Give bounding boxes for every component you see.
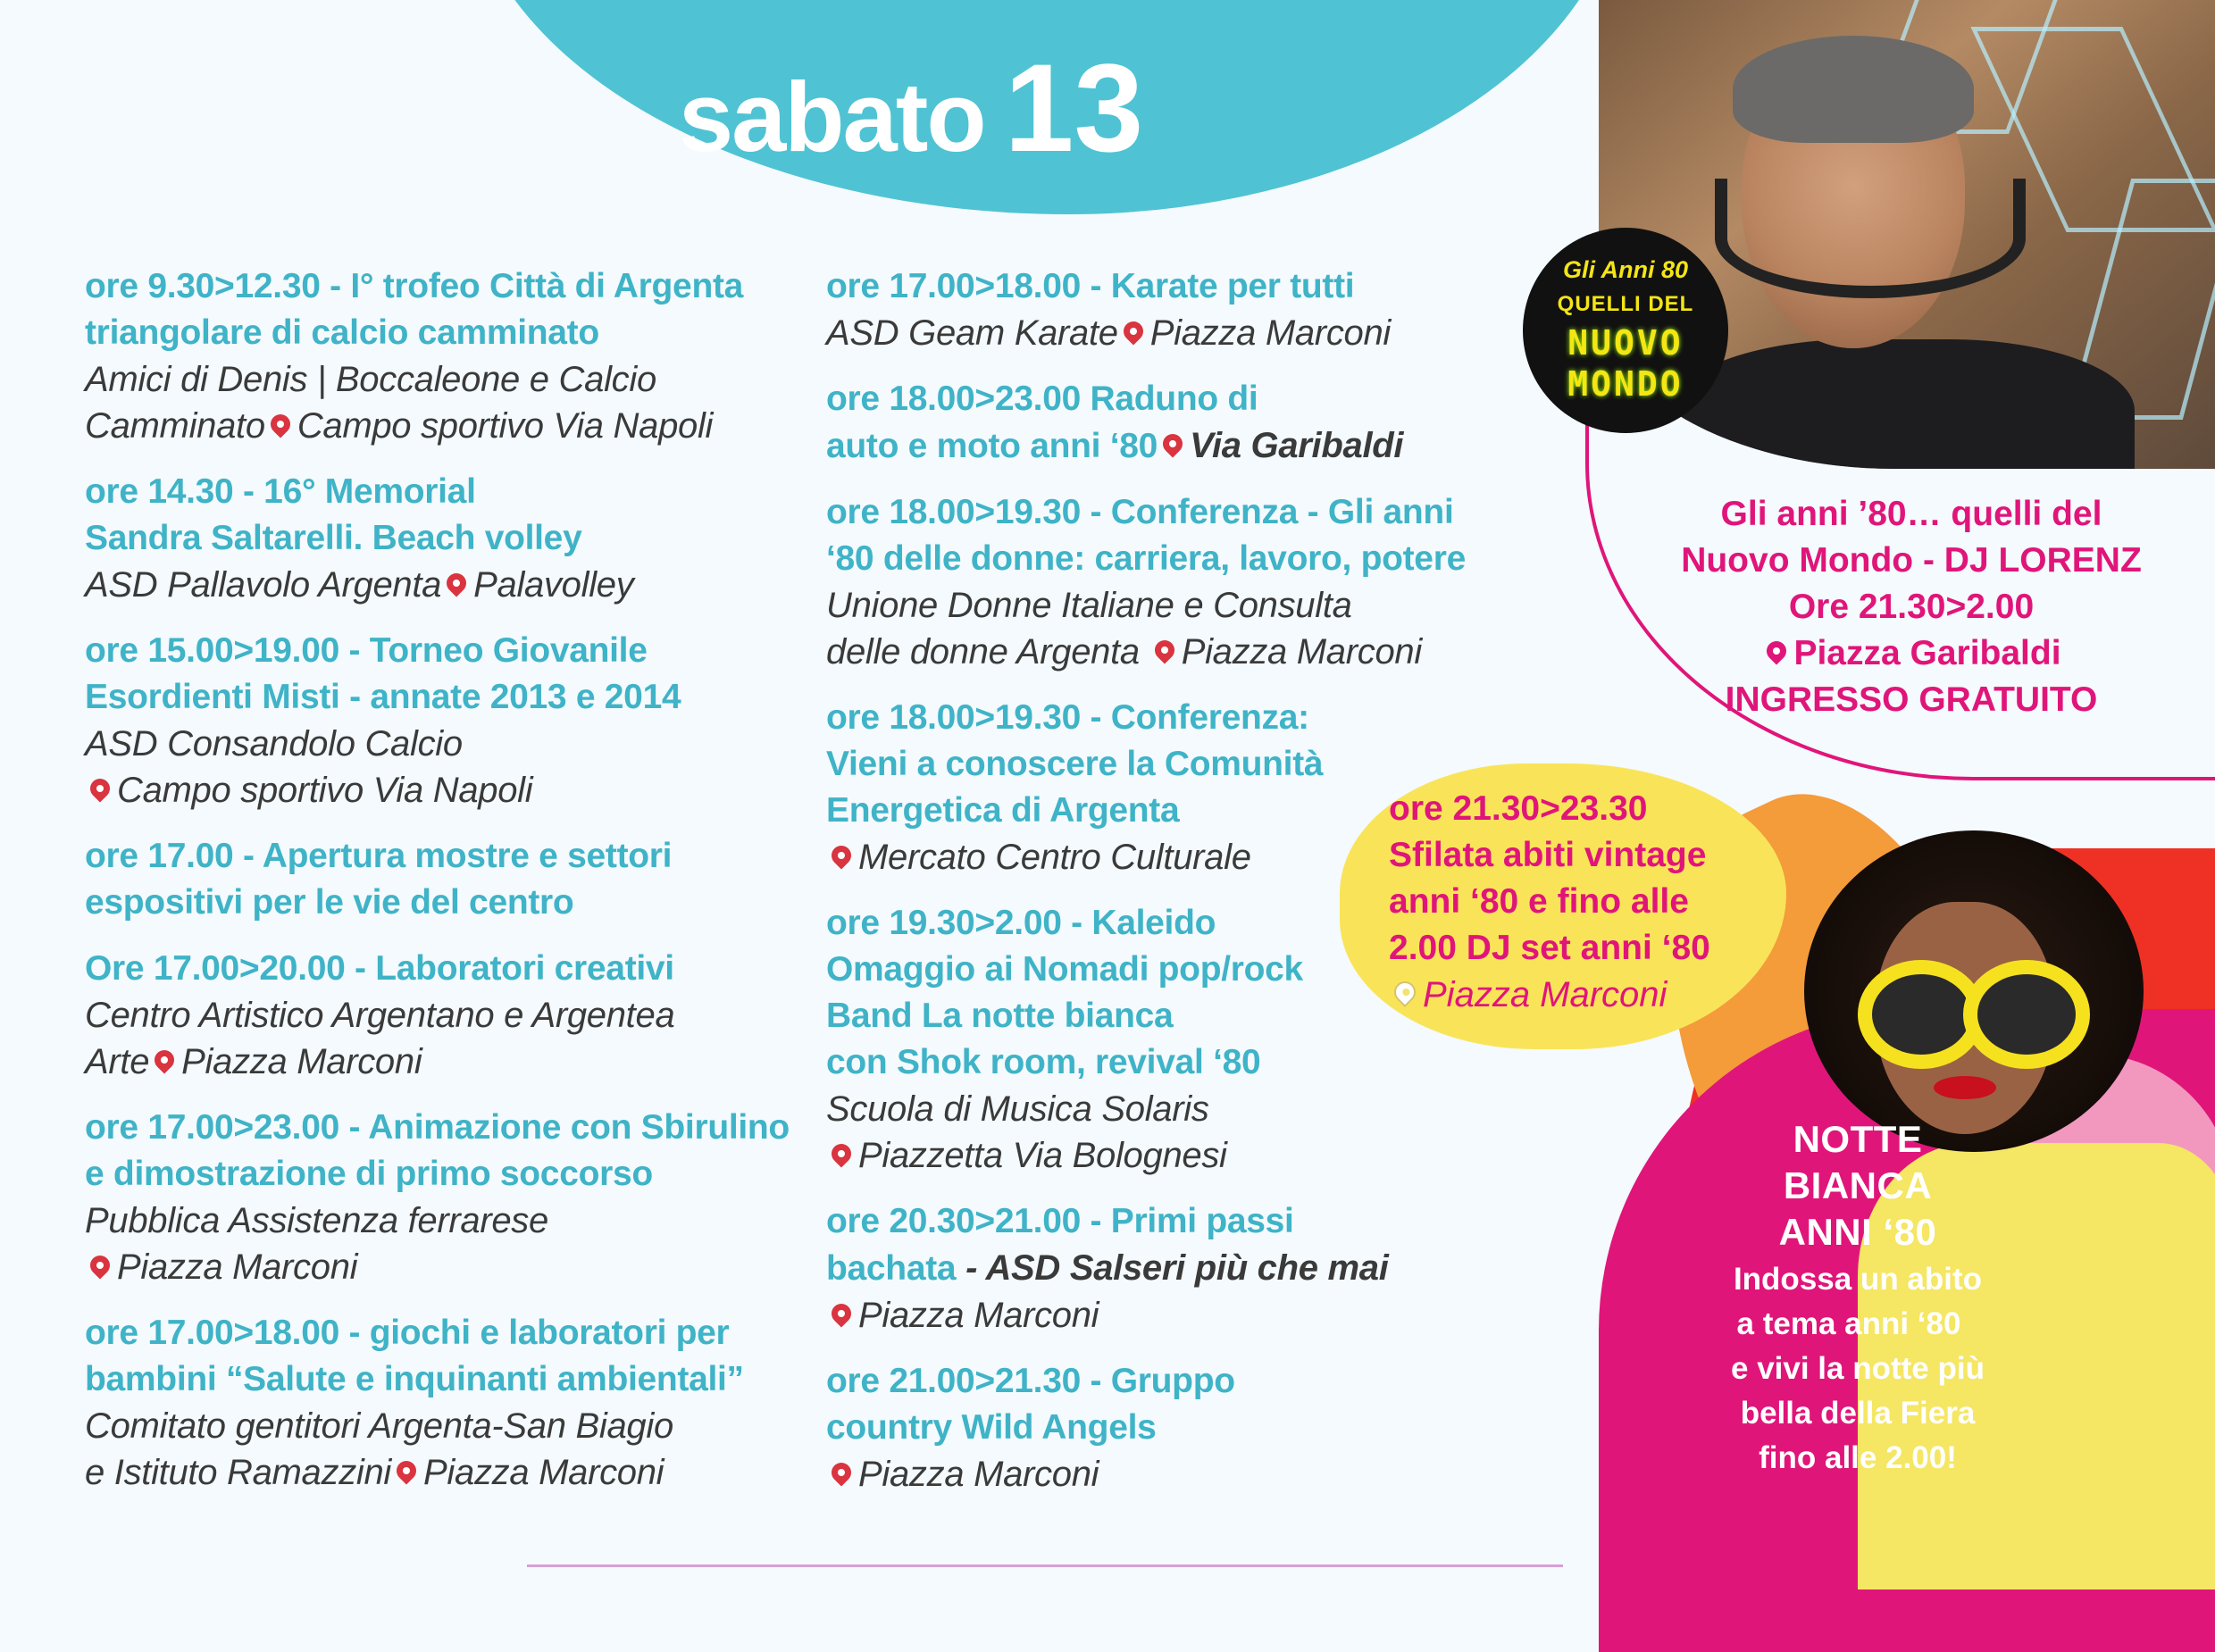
- event-time-title: ore 21.00>21.30 - Gruppo: [826, 1362, 1235, 1400]
- event-time-title: ‘80 delle donne: carriera, lavoro, potere: [826, 539, 1466, 578]
- location-pin-icon: [443, 569, 471, 597]
- event-time-title: ore 19.30>2.00 - Kaleido: [826, 904, 1216, 942]
- day-word: sabato: [679, 63, 985, 172]
- vintage-line: anni ‘80 e fino alle: [1389, 882, 1689, 921]
- location-pin-icon: [827, 1299, 855, 1327]
- event-time-title: ore 20.30>21.00 - Primi passi: [826, 1202, 1294, 1240]
- event-organizer: ASD Consandolo Calcio: [85, 724, 463, 763]
- event-time-title: ore 17.00>18.00 - Karate per tutti: [826, 267, 1355, 305]
- location-pin-icon: [151, 1046, 179, 1073]
- event-time-title: ore 17.00>18.00 - giochi e laboratori per: [85, 1314, 730, 1352]
- notte-title: NOTTE BIANCA ANNI ‘80: [1778, 1118, 1937, 1253]
- event-place: Piazza Marconi: [423, 1453, 664, 1492]
- event-item: [826, 489, 1505, 675]
- day-number: 13: [1004, 38, 1144, 178]
- event-place-line: [826, 1451, 1505, 1498]
- event-item: [826, 1198, 1505, 1339]
- event-organizer: Unione Donne Italiane e Consulta: [826, 586, 1352, 625]
- event-time-title: ore 18.00>23.00 Raduno di: [826, 380, 1258, 418]
- location-pin-icon: [266, 410, 294, 438]
- dj-event-info: [1634, 491, 2188, 723]
- event-time-title: ore 17.00 - Apertura mostre e settori: [85, 837, 673, 875]
- event-organizer: e Istituto Ramazzini Piazza Marconi: [85, 1453, 664, 1492]
- event-organizer: Centro Artistico Argentano e Argentea: [85, 996, 675, 1035]
- event-place: Piazzetta Via Bolognesi: [858, 1136, 1227, 1175]
- event-time-title: Omaggio ai Nomadi pop/rock: [826, 950, 1303, 989]
- event-item: [826, 376, 1505, 470]
- event-time-title: ore 9.30>12.30 - I° trofeo Città di Argenta: [85, 267, 744, 305]
- location-pin-icon: [392, 1456, 420, 1484]
- location-pin-icon: [1159, 430, 1187, 457]
- notte-body: Indossa un abito a tema anni ‘80 e vivi la notte più bella della Fiera fino alle 2.00!: [1731, 1262, 1985, 1475]
- event-item: [826, 1358, 1505, 1498]
- event-item: [85, 1105, 799, 1290]
- event-time-title: triangolare di calcio camminato: [85, 313, 599, 352]
- event-time-title: e dimostrazione di primo soccorso: [85, 1155, 653, 1193]
- event-place: Piazza Marconi: [117, 1247, 358, 1287]
- dj-note: INGRESSO GRATUITO: [1725, 680, 2098, 719]
- event-time-title: ore 14.30 - 16° Memorial: [85, 472, 476, 511]
- day-title: [679, 36, 1143, 180]
- event-place: Via Garibaldi: [1190, 426, 1404, 465]
- vintage-line: Sfilata abiti vintage: [1389, 836, 1707, 874]
- notte-bianca-box: [1626, 1116, 2090, 1481]
- location-pin-icon: [1390, 977, 1420, 1007]
- event-place: Piazza Marconi: [1181, 632, 1422, 672]
- woman-lips: [1934, 1076, 1996, 1099]
- event-time-title: espositivi per le vie del centro: [85, 883, 574, 922]
- event-organizer: Camminato Campo sportivo Via Napoli: [85, 406, 714, 446]
- logo-middle-text: QUELLI DEL: [1557, 292, 1694, 316]
- logo-big-text: NUOVO MONDO: [1567, 323, 1684, 404]
- dj-line: Gli anni ’80… quelli del: [1720, 495, 2102, 533]
- event-item: [85, 263, 799, 449]
- event-organizer: Amici di Denis | Boccaleone e Calcio: [85, 360, 656, 399]
- event-place: Mercato Centro Culturale: [858, 838, 1251, 877]
- event-time-title: auto e moto anni ‘80 Via Garibaldi: [826, 426, 1404, 465]
- sunglasses-icon: [1858, 960, 2081, 1040]
- event-organizer: ASD Pallavolo Argenta Palavolley: [85, 565, 634, 605]
- event-place: Piazza Marconi: [181, 1042, 422, 1081]
- event-organizer: Arte Piazza Marconi: [85, 1042, 422, 1081]
- event-time-title: con Shok room, revival ‘80: [826, 1043, 1261, 1081]
- event-place-line: [85, 1244, 799, 1290]
- event-organizer: Scuola di Musica Solaris: [826, 1089, 1209, 1129]
- event-place: Campo sportivo Via Napoli: [117, 771, 533, 810]
- event-time-title: country Wild Angels: [826, 1408, 1157, 1447]
- event-item: [85, 628, 799, 813]
- dj-hair: [1733, 36, 1974, 143]
- event-item: [826, 263, 1505, 356]
- event-place: Piazza Marconi: [1149, 313, 1392, 353]
- event-time-title: Vieni a conoscere la Comunità: [826, 745, 1324, 783]
- event-organizer: ASD Geam Karate Piazza Marconi: [826, 313, 1392, 353]
- event-place: Campo sportivo Via Napoli: [297, 406, 714, 446]
- event-place: Palavolley: [473, 565, 634, 605]
- event-item: [85, 469, 799, 608]
- dj-line: Ore 21.30>2.00: [1788, 588, 2035, 626]
- dj-place: Piazza Garibaldi: [1634, 630, 2188, 677]
- logo-top-text: Gli Anni 80: [1562, 256, 1689, 283]
- event-item: [85, 1310, 799, 1496]
- schedule-left-column: [85, 263, 799, 1515]
- event-time-title: ore 15.00>19.00 - Torneo Giovanile: [85, 631, 648, 670]
- event-item: [85, 833, 799, 926]
- event-time-title: Energetica di Argenta: [826, 791, 1180, 830]
- event-time-title: Band La notte bianca: [826, 997, 1174, 1035]
- event-place: Piazza Marconi: [858, 1296, 1099, 1335]
- quelli-del-nuovo-mondo-logo: [1523, 228, 1728, 433]
- location-pin-icon: [827, 1139, 855, 1167]
- location-pin-icon: [86, 1251, 113, 1279]
- location-pin-icon: [86, 774, 113, 802]
- location-pin-icon: [827, 841, 855, 869]
- event-time-title: Sandra Saltarelli. Beach volley: [85, 519, 582, 557]
- event-time-title: ore 18.00>19.30 - Conferenza - Gli anni: [826, 493, 1454, 531]
- event-place-line: [826, 1132, 1505, 1179]
- event-item: [85, 946, 799, 1085]
- event-place-line: [85, 767, 799, 813]
- event-time-title: Ore 17.00>20.00 - Laboratori creativi: [85, 949, 674, 988]
- event-time-title: ore 17.00>23.00 - Animazione con Sbirulino: [85, 1108, 790, 1147]
- event-place: Piazza Marconi: [858, 1455, 1099, 1494]
- event-time-title: bachata - ASD Salseri più che mai: [826, 1248, 1389, 1288]
- event-place-line: [826, 1292, 1505, 1339]
- vintage-place: Piazza Marconi: [1389, 972, 1782, 1018]
- headphones-icon: [1715, 179, 2026, 298]
- event-organizer: Pubblica Assistenza ferrarese: [85, 1201, 548, 1240]
- event-time-title: ore 18.00>19.30 - Conferenza:: [826, 698, 1309, 737]
- event-time-title: Esordienti Misti - annate 2013 e 2014: [85, 678, 681, 716]
- location-pin-icon: [1119, 317, 1147, 345]
- vintage-line: 2.00 DJ set anni ‘80: [1389, 929, 1710, 967]
- event-organizer: Comitato gentitori Argenta-San Biagio: [85, 1406, 673, 1446]
- vintage-line: ore 21.30>23.30: [1389, 789, 1648, 828]
- event-organizer: delle donne Argenta Piazza Marconi: [826, 632, 1422, 672]
- location-pin-icon: [1150, 636, 1178, 663]
- vintage-event: [1389, 786, 1782, 1018]
- location-pin-icon: [827, 1458, 855, 1486]
- dj-line: Nuovo Mondo - DJ LORENZ: [1681, 541, 2142, 580]
- location-pin-icon: [1763, 637, 1791, 664]
- event-time-title: bambini “Salute e inquinanti ambientali”: [85, 1360, 744, 1398]
